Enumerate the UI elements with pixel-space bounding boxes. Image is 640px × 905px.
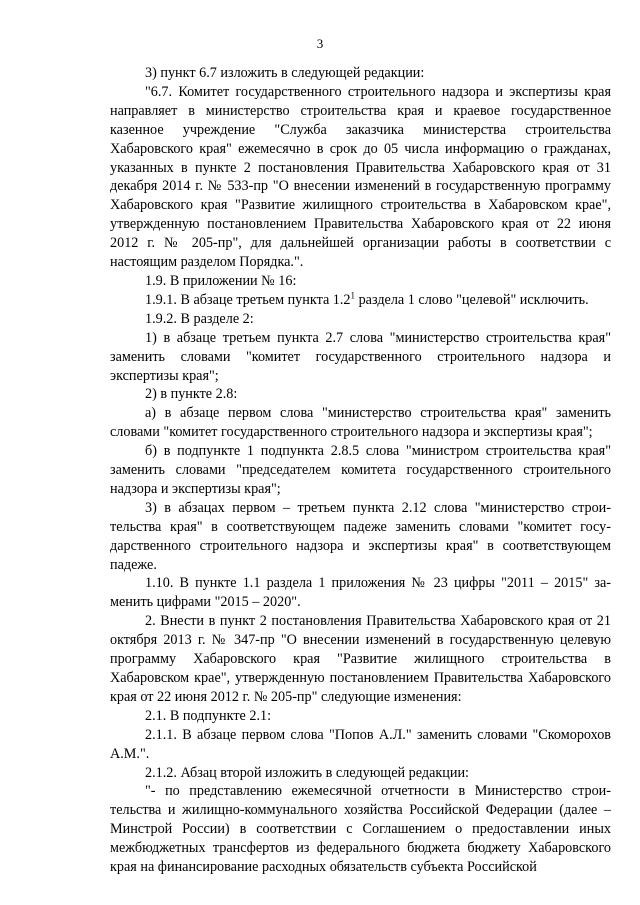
- paragraph-sub-2-point-2-8: 2) в пункте 2.8:: [145, 386, 238, 403]
- paragraph-2-1-2: 2.1.2. Абзац второй изложить в следующей редакции:: [145, 764, 469, 781]
- paragraph-1-9-1: [110, 291, 611, 310]
- paragraph-1-9-1-text-before: 1.9.1. В абзаце третьем пункта 1.2: [145, 291, 351, 308]
- paragraph-1-9-2: 1.9.2. В разделе 2:: [145, 310, 254, 327]
- document-body: [110, 64, 611, 877]
- paragraph-sub-3-point-2-12: 3) в абзацах первом – третьем пункта 2.12 слова "министерство строительства края" в соответствующем падеже заменить словами "комитет государственного строительного надзора и экспертизы края" в соответствующем падеже.: [110, 499, 611, 573]
- paragraph-sub-a: а) в абзаце первом слова "министерство строительства края" заменить словами "комитет государственного строительного надзора и экспертизы края";: [110, 405, 611, 441]
- paragraph-quoted-text: "- по представлению ежемесячной отчетности в Министерство строительства и жилищно-коммунального хозяйства Российской Федерации (далее – Минстрой России) в соответствии с Соглашением о предоставлении иных межбюджетных трансфертов из федерального бюджета бюджету Хабаровского края на финансирование расходных обязательств субъекта Российской: [110, 783, 611, 876]
- paragraph-sub-b: б) в подпункте 1 подпункта 2.8.5 слова "министром строительства края" заменить словами "председателем комитета государственного строительного надзора и экспертизы края";: [110, 443, 611, 497]
- paragraph-sub-1-point-2-7: 1) в абзаце третьем пункта 2.7 слова "министерство строительства края" заменить словами "комитет государственного строительного надзора и экспертизы края";: [110, 329, 611, 384]
- paragraph-1-9: 1.9. В приложении № 16:: [145, 272, 297, 289]
- paragraph-2-1: 2.1. В подпункте 2.1:: [145, 707, 272, 724]
- paragraph-1-9-1-text-after: раздела 1 слово "целевой" исключить.: [355, 291, 589, 308]
- paragraph-point-6-7-text: "6.7. Комитет государственного строительного надзора и экспертизы края направляет в министерство строительства края и краевое государственное казенное учреждение "Служба заказчика министерства строительства Хабаровского края" ежемесячно в срок до 05 числа информацию о гражданах, указанных в пункте 2 постановления Правительства Хабаровского края от 31 декабря 2014 г. № 533-пр "О внесении изменений в государственную программу Хабаровского края "Развитие жилищного строительства в Хабаровском крае", утвержденную постановлением Правительства Хабаровского края от 22 июня 2012 г. № 205-пр", для дальнейшей организации работы в соответствии с настоящим разделом Порядка.".: [110, 83, 611, 271]
- page-number: 3: [316, 36, 324, 51]
- paragraph-2: 2. Внести в пункт 2 постановления Правительства Хабаровского края от 21 октября 2013 г. № 347-пр "О внесении изменений в государственную целевую программу Хабаровского края "Развитие жилищного строительства в Хабаровском крае", утвержденную постановлением Правительства Хабаровского края от 22 июня 2012 г. № 205-пр" следующие изменения:: [110, 613, 611, 705]
- paragraph-item-3-point-6-7: 3) пункт 6.7 изложить в следующей редакции:: [145, 65, 425, 81]
- paragraph-1-9-1-superscript: 1: [350, 290, 356, 301]
- paragraph-2-1-1: 2.1.1. В абзаце первом слова "Попов А.Л." заменить словами "Скоморохов А.М.".: [110, 726, 611, 762]
- paragraph-1-10: 1.10. В пункте 1.1 раздела 1 приложения № 23 цифры "2011 – 2015" заменить цифрами "2015 – 2020".: [110, 575, 611, 611]
